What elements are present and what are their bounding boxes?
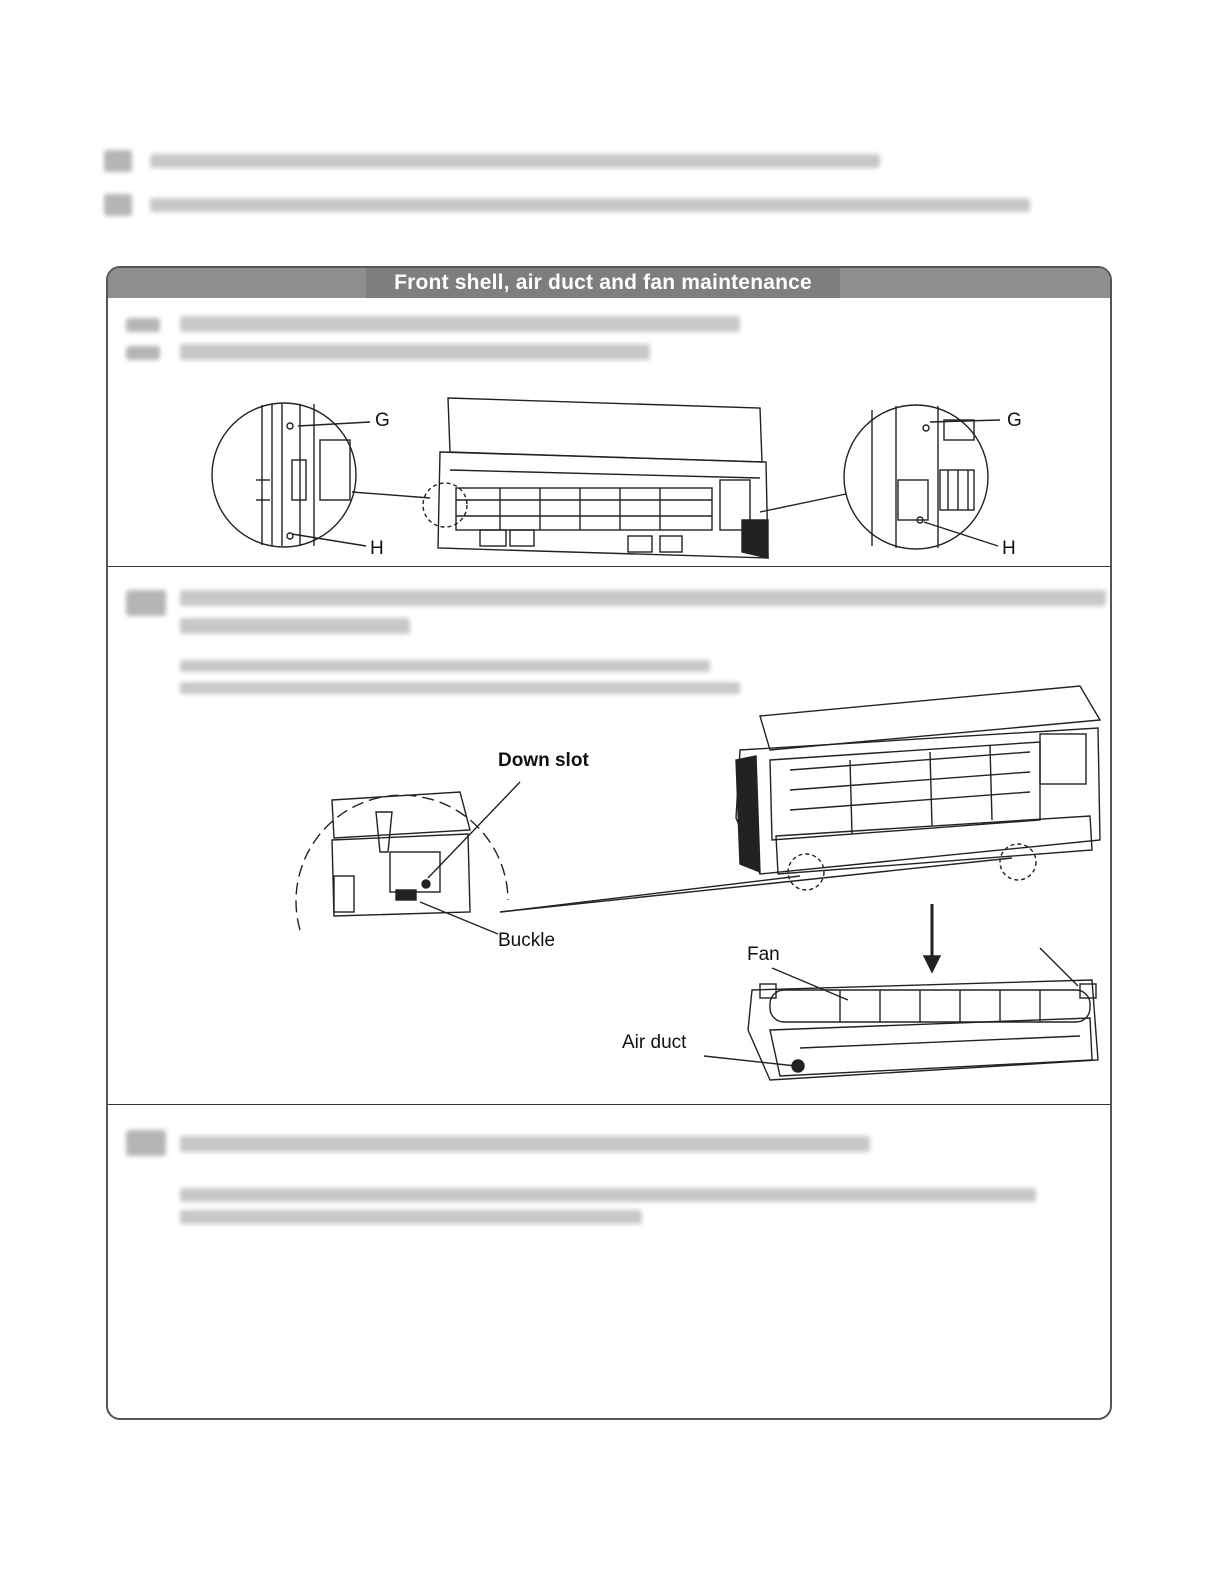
blurred-warning-icon-2 [104,194,132,216]
section-divider-2 [108,1104,1110,1105]
blurred-step-text-1b [180,344,650,360]
callout-g-left: G [375,410,390,431]
blurred-step-text-3c [180,1210,642,1224]
blurred-step-number-2 [126,590,166,616]
blurred-step-text-2b [180,618,410,634]
callout-g-right: G [1007,410,1022,431]
blurred-step-note-2a [180,660,710,672]
section-divider-1 [108,566,1110,567]
blurred-warning-line-2 [150,198,1030,212]
blurred-step-text-2a [180,590,1106,606]
blurred-step-number-1b [126,346,160,360]
blurred-step-number-3 [126,1130,166,1156]
blurred-warning-icon-1 [104,150,132,172]
blurred-step-text-3a [180,1136,870,1152]
callout-air-duct: Air duct [622,1032,687,1053]
blurred-warning-line-1 [150,154,880,168]
callout-h-right: H [1002,538,1016,559]
panel-header [108,268,1110,298]
blurred-step-text-3b [180,1188,1036,1202]
callout-fan: Fan [747,944,780,965]
callout-h-left: H [370,538,384,559]
blurred-step-number-1 [126,318,160,332]
blurred-step-note-2b [180,682,740,694]
callout-buckle: Buckle [498,930,556,951]
callout-down-slot: Down slot [498,750,589,771]
blurred-step-text-1a [180,316,740,332]
maintenance-panel [106,266,1112,1420]
panel-title: Front shell, air duct and fan maintenance [366,268,840,298]
